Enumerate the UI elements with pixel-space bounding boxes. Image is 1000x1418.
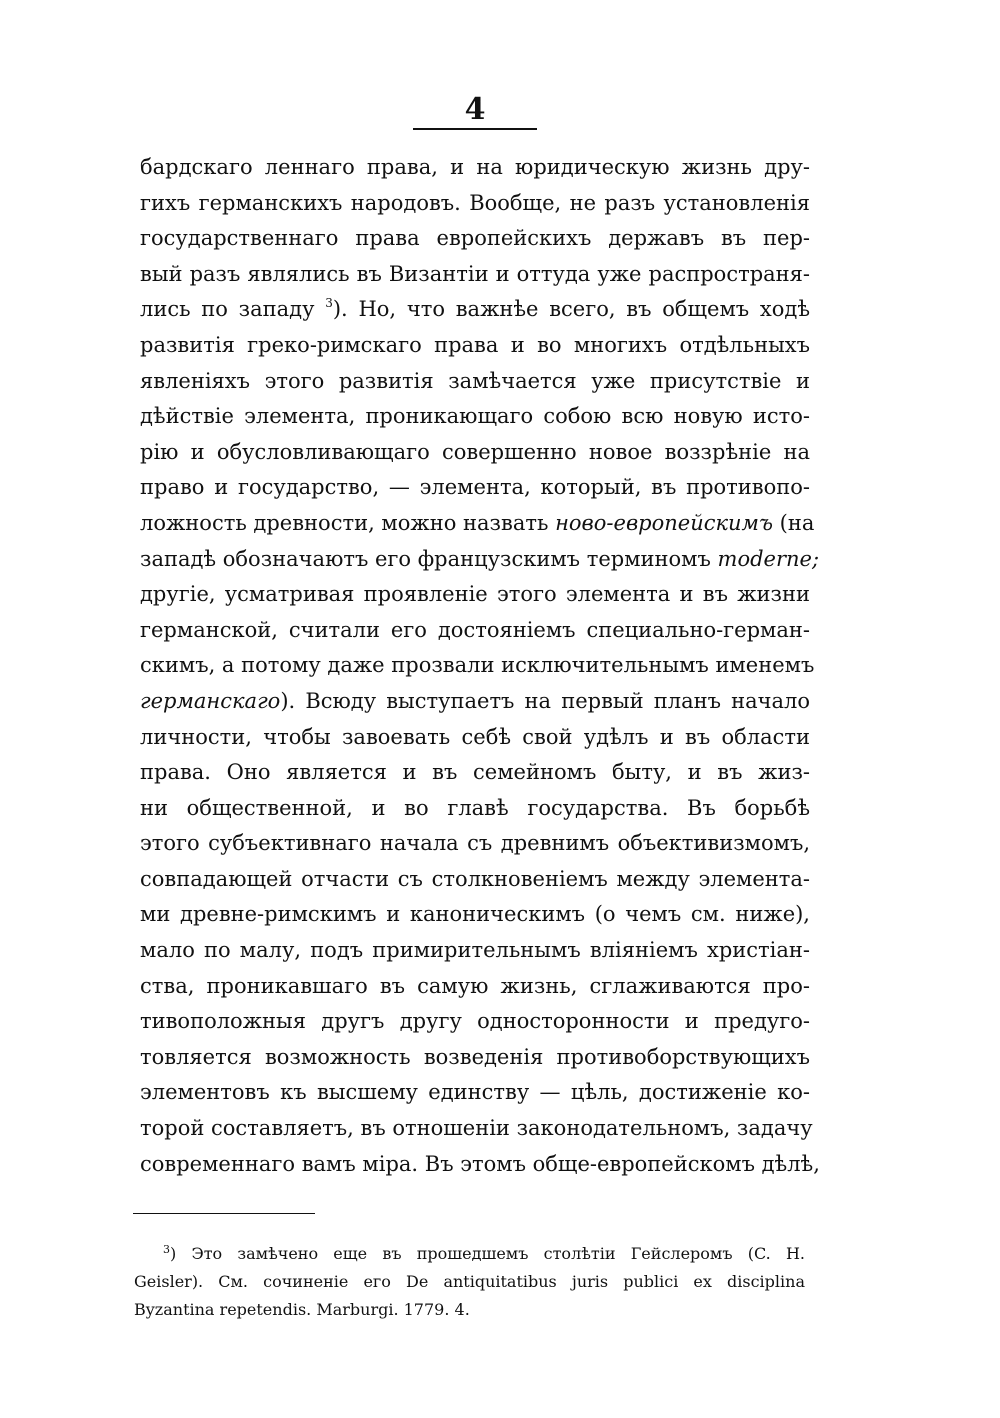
text-line: явленіяхъ этого развитія замѣчается уже присутствіе и xyxy=(140,368,810,393)
text-segment: (на xyxy=(772,510,815,535)
text-line: торой составляетъ, въ отношеніи законодательномъ, задачу xyxy=(140,1116,813,1141)
italic-term: ново-европейскимъ xyxy=(555,510,773,535)
text-line xyxy=(140,684,810,720)
footnote-reference: 3 xyxy=(325,296,333,311)
text-segment: лись по западу xyxy=(140,297,326,322)
text-line: ни общественной, и во главѣ государства. Въ борьбѣ xyxy=(140,795,810,820)
text-line: скимъ, а потому даже прозвали исключительнымъ именемъ xyxy=(140,653,815,678)
body-text xyxy=(140,150,820,1182)
text-line xyxy=(140,292,810,328)
text-line: развитія греко-римскаго права и во многихъ отдѣльныхъ xyxy=(140,332,810,357)
text-line: товляется возможность возведенія противоборствующихъ xyxy=(140,1044,810,1069)
text-segment: ). Всюду выступаетъ на первый планъ начало xyxy=(280,688,810,713)
footnote-line: Geisler). См. сочиненіе его De antiquitatibus juris publici ex disciplina xyxy=(134,1272,805,1291)
text-line: элементовъ къ высшему единству — цѣль, достиженіе ко- xyxy=(140,1080,810,1105)
text-line: вый разъ являлись въ Византіи и оттуда уже распространя- xyxy=(140,261,810,286)
text-line: ми древне-римскимъ и каноническимъ (о чемъ см. ниже), xyxy=(140,902,810,927)
text-line: этого субъективнаго начала съ древнимъ объективизмомъ, xyxy=(140,831,810,856)
footnote-marker: 3 xyxy=(163,1243,170,1256)
text-line: личности, чтобы завоевать себѣ свой удѣлъ и въ области xyxy=(140,724,810,749)
text-line: права. Оно является и въ семейномъ быту, и въ жиз- xyxy=(140,760,810,785)
text-line: другіе, усматривая проявленіе этого элемента и въ жизни xyxy=(140,582,810,607)
page-number: 4 xyxy=(464,92,486,127)
footnote-rule xyxy=(133,1213,315,1214)
footnote-line xyxy=(134,1240,805,1268)
footnote-line: Byzantina repetendis. Marburgi. 1779. 4. xyxy=(134,1300,470,1319)
text-segment: ) Это замѣчено еще въ прошедшемъ столѣтіи Гейслеромъ (C. H. xyxy=(170,1244,805,1263)
text-line: совпадающей отчасти съ столкновеніемъ между элемента- xyxy=(140,866,810,891)
text-line: мало по малу, подъ примирительнымъ вліяніемъ христіан- xyxy=(140,938,810,963)
text-line: тивоположныя другъ другу односторонности и предуго- xyxy=(140,1009,810,1034)
text-line: ства, проникавшаго въ самую жизнь, сглаживаются про- xyxy=(140,973,810,998)
text-line: дѣйствіе элемента, проникающаго собою всю новую исто- xyxy=(140,404,810,429)
text-line xyxy=(140,506,815,542)
text-segment: западѣ обозначаютъ его французскимъ терминомъ xyxy=(140,546,718,571)
header-rule xyxy=(413,128,537,130)
text-line: государственнаго права европейскихъ державъ въ пер- xyxy=(140,226,810,251)
text-line: гихъ германскихъ народовъ. Вообще, не разъ установленія xyxy=(140,190,810,215)
italic-term: германскаго xyxy=(140,688,281,713)
text-line: бардскаго леннаго права, и на юридическую жизнь дру- xyxy=(140,155,810,179)
text-segment: ). Но, что важнѣе всего, въ общемъ ходѣ xyxy=(332,297,810,322)
text-line: право и государство, — элемента, который, въ противопо- xyxy=(140,475,810,500)
text-line: современнаго вамъ міра. Въ этомъ обще-европейскомъ дѣлѣ, xyxy=(140,1151,820,1176)
text-line: рію и обусловливающаго совершенно новое воззрѣніе на xyxy=(140,439,810,464)
text-line: германской, считали его достояніемъ специально-герман- xyxy=(140,617,810,642)
text-line xyxy=(140,542,820,578)
text-segment: ложность древности, можно назвать xyxy=(140,510,556,535)
footnote xyxy=(134,1240,805,1324)
italic-term: moderne; xyxy=(717,546,820,571)
